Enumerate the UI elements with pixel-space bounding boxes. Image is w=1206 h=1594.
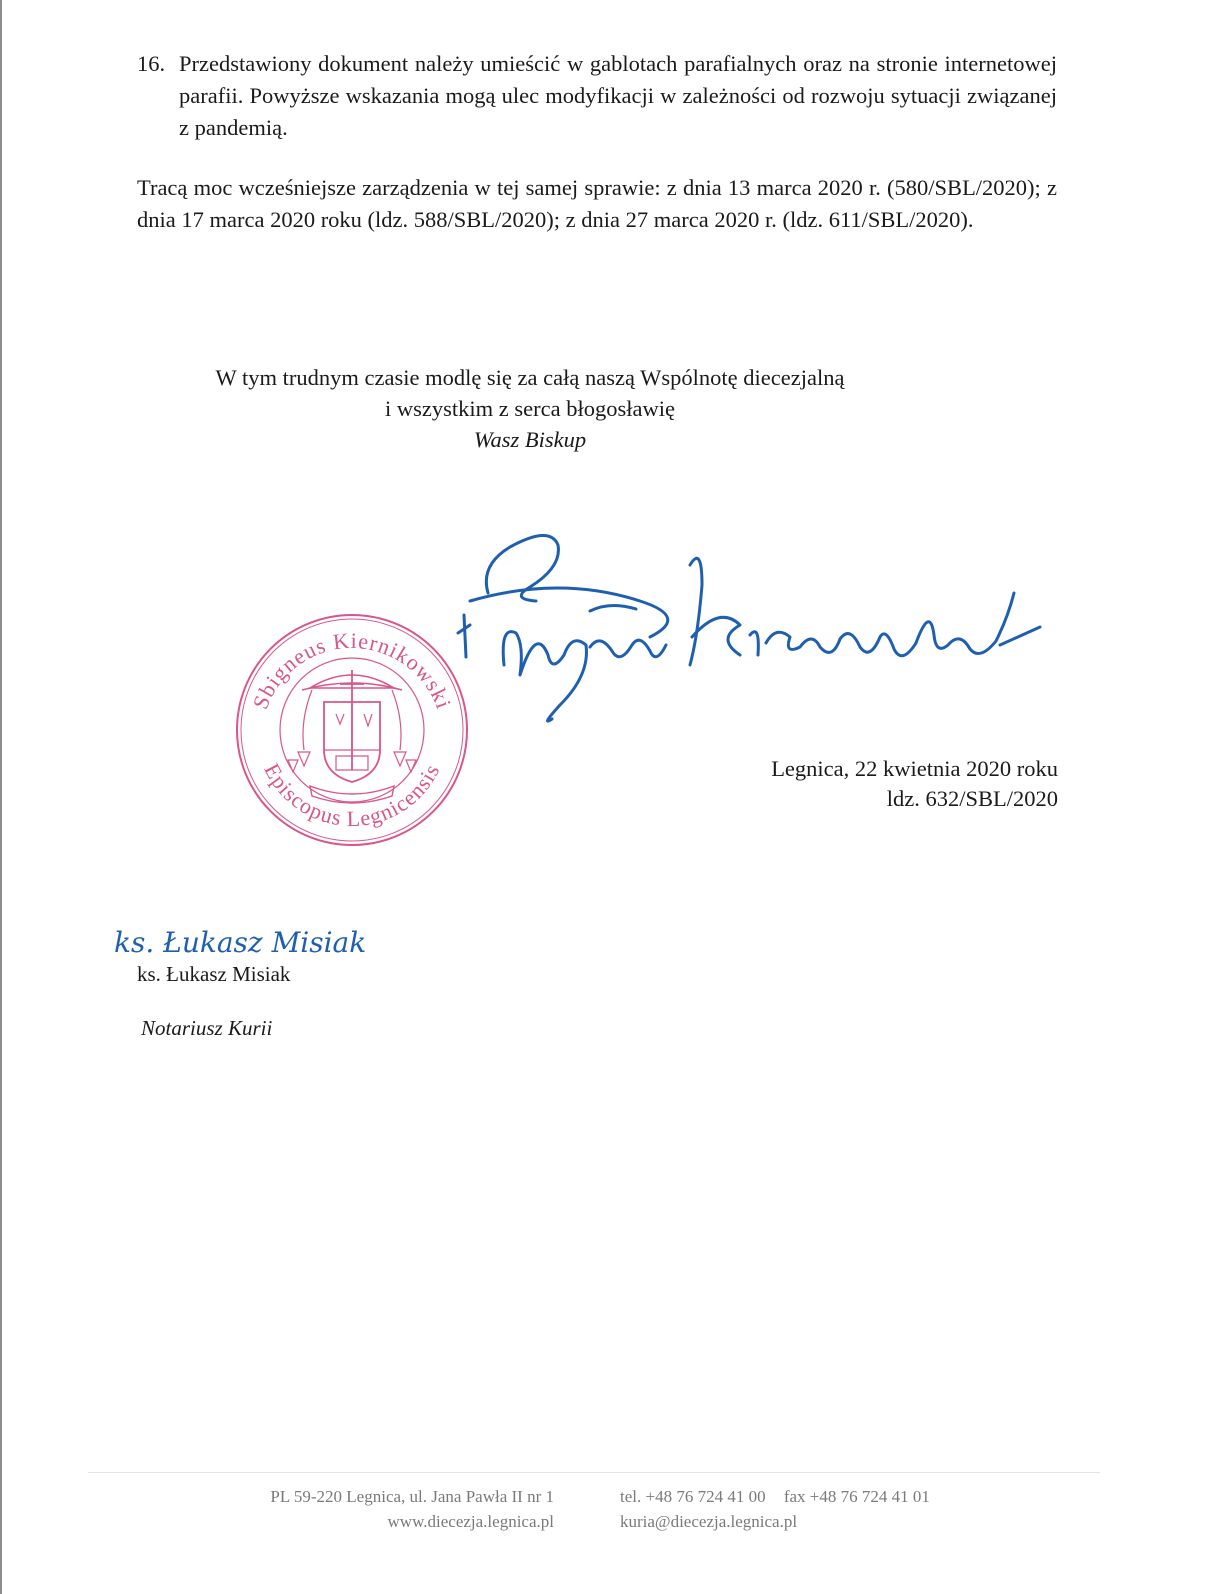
svg-text:Sbigneus Kiernikowski: Sbigneus Kiernikowski [247, 627, 457, 713]
footer-address: PL 59-220 Legnica, ul. Jana Pawła II nr 1 [270, 1487, 554, 1506]
place-date-block [640, 754, 1058, 814]
footer-address-block [180, 1484, 554, 1534]
notary-title: Notariusz Kurii [141, 1016, 273, 1040]
footer-email[interactable]: kuria@diecezja.legnica.pl [620, 1512, 798, 1531]
svg-text:Episcopus Legnicensis: Episcopus Legnicensis [259, 759, 445, 832]
signature-label: Wasz Biskup [473, 427, 587, 452]
list-item-number: 16. [137, 51, 166, 76]
footer-divider [88, 1472, 1100, 1473]
revocation-paragraph: Tracą moc wcześniejsze zarządzenia w tej samej sprawie: z dnia 13 marca 2020 r. (580/SBL/2020); z dnia 17 marca 2020 roku (ldz. 588/SBL/2020); z dnia 27 marca 2020 r. (ldz. 611/SBL/2020). [137, 175, 1057, 232]
footer-phone: tel. +48 76 724 41 00 [620, 1487, 766, 1506]
closing-line-2: i wszystkim z serca błogosławię [385, 396, 675, 421]
footer-contact-block [620, 1484, 1040, 1534]
notary-name: ks. Łukasz Misiak [137, 962, 291, 986]
footer-fax: fax +48 76 724 41 01 [783, 1487, 930, 1506]
svg-text:ks. Łukasz Misiak: ks. Łukasz Misiak [114, 926, 367, 959]
footer-website[interactable]: www.diecezja.legnica.pl [387, 1512, 554, 1531]
closing-line-1: W tym trudnym czasie modlę się za całą naszą Wspólnotę diecezjalną [215, 365, 845, 390]
list-item-text: Przedstawiony dokument należy umieścić w gablotach parafialnych oraz na stronie internetowej parafii. Powyższe wskazania mogą ulec modyfikacji w zależności od rozwoju sytuacji związanej z pandemią. [179, 51, 1057, 140]
bishop-signature [440, 505, 1060, 745]
list-item-16 [137, 48, 1057, 144]
document-reference: ldz. 632/SBL/2020 [886, 786, 1058, 811]
document-date: Legnica, 22 kwietnia 2020 roku [771, 756, 1058, 781]
closing-blessing [130, 362, 930, 455]
bishop-seal-stamp [232, 610, 472, 850]
